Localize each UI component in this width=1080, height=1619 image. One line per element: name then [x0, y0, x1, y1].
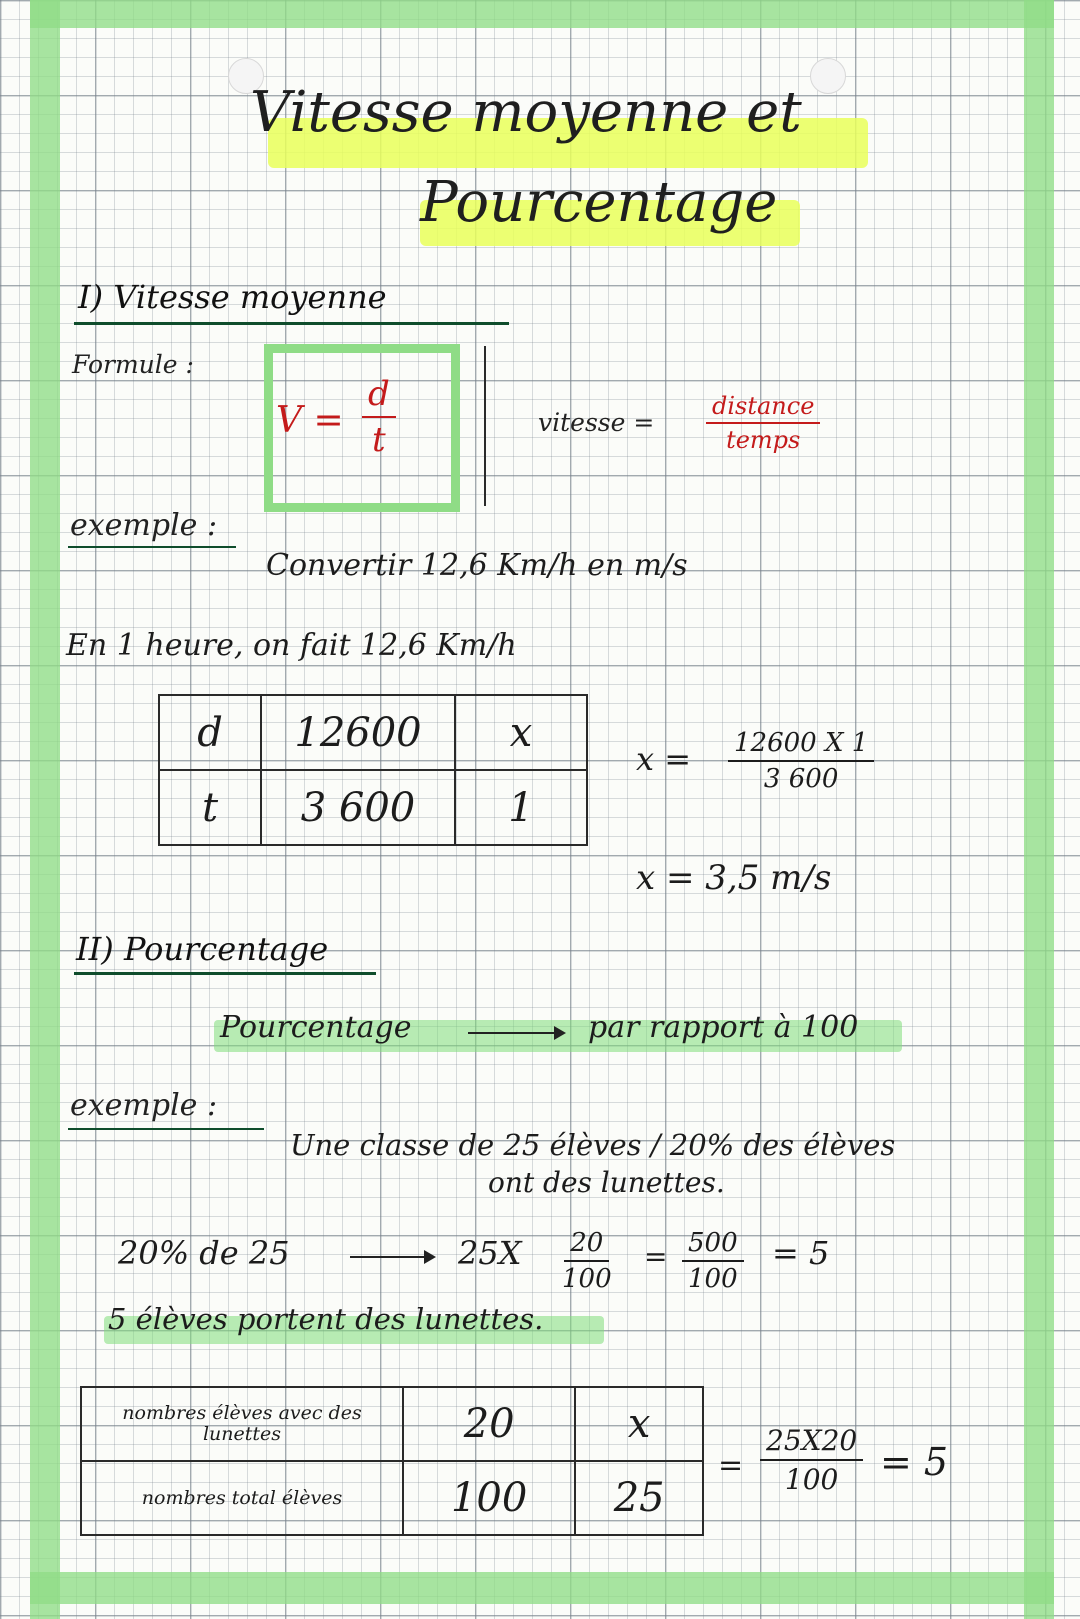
calc-2-left: 20% de 25	[118, 1234, 290, 1272]
table-cell: x	[575, 1387, 703, 1461]
calc-2-fraction-1	[556, 1228, 618, 1294]
proportion-table-2	[80, 1386, 704, 1536]
calc-2-frac2-den: 100	[688, 1264, 738, 1294]
frame-top	[30, 0, 1054, 28]
conclusion: 5 élèves portent des lunettes.	[108, 1302, 544, 1336]
calc-2-eq: =	[644, 1240, 668, 1273]
table-cell: 20	[403, 1387, 575, 1461]
calc-2-result: = 5	[772, 1234, 830, 1272]
example-1-line: En 1 heure, on fait 12,6 Km/h	[66, 628, 517, 663]
table-row	[81, 1461, 703, 1535]
formula-numerator: d	[362, 374, 396, 418]
section-1-underline	[74, 322, 509, 325]
final-lhs: =	[718, 1448, 744, 1483]
example-1-text: Convertir 12,6 Km/h en m/s	[266, 548, 688, 583]
calc-2-mid: 25X	[458, 1234, 522, 1272]
title-line-1: Vitesse moyenne et	[250, 80, 802, 145]
final-denominator: 100	[784, 1463, 839, 1496]
frame-bottom	[30, 1572, 1054, 1604]
calc-1-denominator: 3 600	[763, 764, 839, 794]
calc-1-fraction	[728, 728, 874, 794]
proportion-table-1	[158, 694, 588, 846]
calc-2-frac1-den: 100	[562, 1264, 612, 1294]
table-cell: nombres total élèves	[81, 1461, 403, 1535]
table-cell: nombres élèves avec des lunettes	[81, 1387, 403, 1461]
calc-2-frac1-num: 20	[564, 1228, 609, 1262]
table-row	[81, 1387, 703, 1461]
table-cell: 3 600	[261, 770, 455, 845]
table-cell: 25	[575, 1461, 703, 1535]
table-cell: x	[455, 695, 587, 770]
example-2-line-2: ont des lunettes.	[488, 1166, 725, 1199]
formula-divider	[484, 346, 486, 506]
definition-right: par rapport à 100	[588, 1010, 859, 1045]
example-2-line-1: Une classe de 25 élèves / 20% des élèves	[290, 1128, 896, 1162]
section-1-heading: I) Vitesse moyenne	[78, 278, 387, 316]
final-numerator: 25X20	[760, 1424, 863, 1461]
table-cell: d	[159, 695, 261, 770]
frame-left	[30, 0, 60, 1619]
calc-1-numerator: 12600 X 1	[728, 728, 874, 762]
calc-1-result: x = 3,5 m/s	[636, 858, 832, 898]
final-result: = 5	[880, 1440, 949, 1484]
calc-2-frac2-num: 500	[682, 1228, 744, 1262]
exemple-2-underline	[68, 1128, 264, 1130]
title-line-2: Pourcentage	[420, 170, 778, 235]
final-fraction	[760, 1424, 863, 1496]
frame-right	[1024, 0, 1054, 1619]
exemple-label-2: exemple :	[70, 1088, 218, 1123]
table-row	[159, 770, 587, 845]
table-row	[159, 695, 587, 770]
words-fraction	[706, 392, 820, 454]
formula-denominator: t	[372, 420, 386, 460]
formula-fraction	[362, 374, 396, 460]
calc-2-fraction-2	[682, 1228, 744, 1294]
words-lhs: vitesse =	[538, 408, 655, 437]
section-2-heading: II) Pourcentage	[76, 930, 329, 968]
table-cell: 1	[455, 770, 587, 845]
exemple-1-underline	[68, 546, 236, 548]
words-numerator: distance	[706, 392, 820, 424]
table-cell: t	[159, 770, 261, 845]
definition-arrow	[468, 1032, 564, 1034]
punch-hole-right	[810, 58, 846, 94]
table-cell: 12600	[261, 695, 455, 770]
exemple-label-1: exemple :	[70, 508, 218, 543]
words-denominator: temps	[726, 426, 801, 454]
definition-left: Pourcentage	[220, 1010, 412, 1045]
formula-lhs: V =	[276, 400, 344, 441]
table-cell: 100	[403, 1461, 575, 1535]
formule-label: Formule :	[72, 350, 194, 379]
calc-2-arrow	[350, 1256, 434, 1258]
calc-1-lhs: x =	[636, 740, 692, 778]
section-2-underline	[74, 972, 376, 975]
